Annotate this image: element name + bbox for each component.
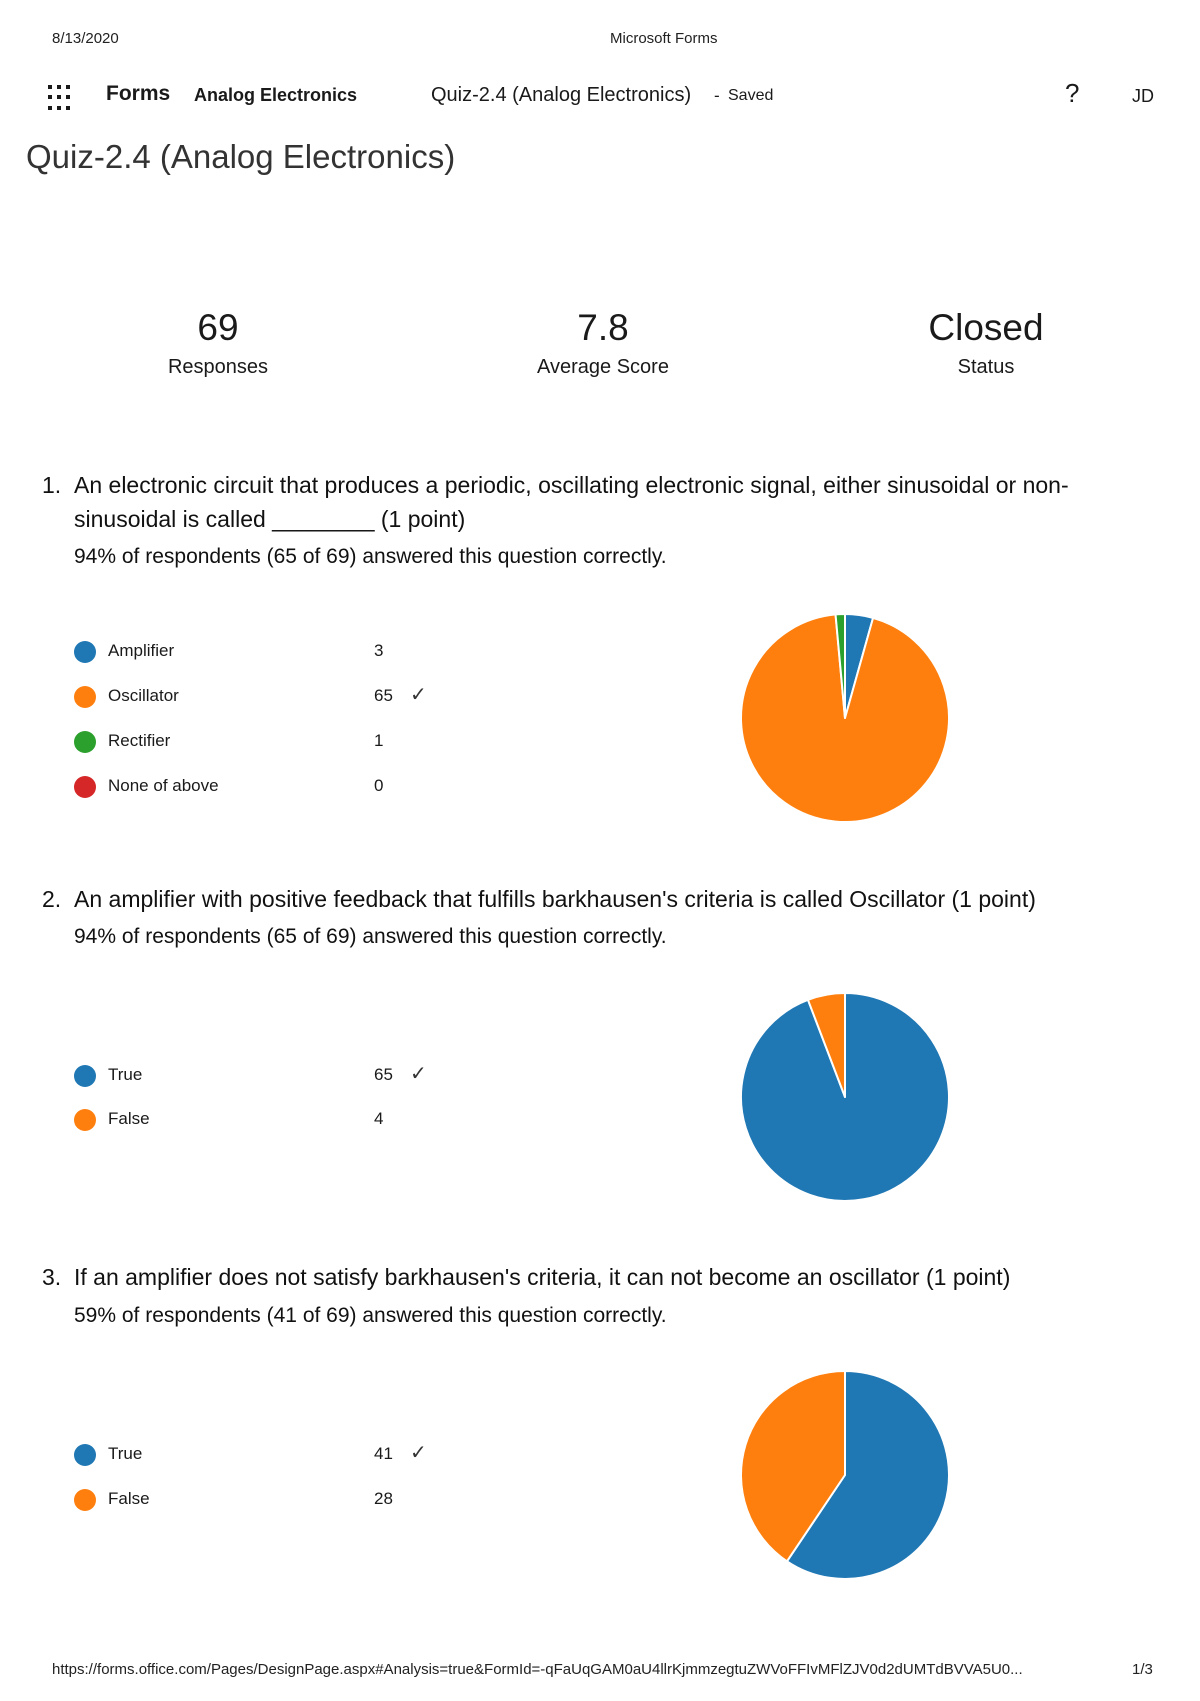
legend-color-dot: [74, 1065, 96, 1087]
correct-check-icon: ✓: [410, 684, 427, 706]
option-label: Amplifier: [108, 641, 175, 660]
option-label: Rectifier: [108, 731, 171, 750]
page-title: Quiz-2.4 (Analog Electronics): [26, 138, 456, 175]
stat-label: Average Score: [537, 356, 669, 378]
stat-average-score: [473, 306, 733, 379]
question-text: An amplifier with positive feedback that fulfills barkhausen's criteria is called Oscillator (1 point): [74, 886, 1036, 912]
question-text: If an amplifier does not satisfy barkhausen's criteria, it can not become an oscillator (1 point): [74, 1264, 1011, 1290]
top-bar: [0, 72, 1200, 122]
app-launcher-icon[interactable]: [48, 85, 74, 111]
legend-item: [74, 1442, 454, 1468]
option-count: 0: [374, 776, 384, 795]
stat-value: 69: [197, 307, 239, 348]
question-text: An electronic circuit that produces a periodic, oscillating electronic signal, either sinusoidal or non-sinusoidal is called ________ (1 point): [74, 472, 1069, 532]
legend-item: [74, 774, 454, 800]
legend-color-dot: [74, 1489, 96, 1511]
stat-label: Status: [957, 356, 1015, 378]
pie-chart-q2: [739, 991, 951, 1203]
option-label: False: [108, 1489, 150, 1508]
option-label: True: [108, 1065, 143, 1084]
question-1-title: [42, 468, 1162, 536]
legend-item: [74, 1063, 454, 1089]
stat-responses: [88, 306, 348, 379]
save-status: Saved: [728, 87, 774, 104]
option-label: True: [108, 1444, 143, 1463]
question-2-title: [42, 882, 1162, 916]
option-count: 41: [374, 1444, 393, 1463]
option-count: 65: [374, 686, 393, 705]
user-avatar[interactable]: JD: [1132, 86, 1154, 106]
legend-item: [74, 684, 454, 710]
option-count: 28: [374, 1489, 393, 1508]
option-count: 1: [374, 731, 384, 750]
question-2-summary: 94% of respondents (65 of 69) answered this question correctly.: [74, 925, 667, 948]
legend-item: [74, 639, 454, 665]
legend-color-dot: [74, 686, 96, 708]
question-number: 3.: [42, 1264, 62, 1290]
legend-color-dot: [74, 1109, 96, 1131]
option-count: 4: [374, 1109, 384, 1128]
legend-item: [74, 1107, 454, 1133]
help-icon[interactable]: ?: [1065, 78, 1080, 108]
legend-color-dot: [74, 1444, 96, 1466]
stat-value: 7.8: [577, 307, 629, 348]
pie-chart-q3: [739, 1369, 951, 1581]
question-number: 2.: [42, 886, 62, 912]
legend-color-dot: [74, 641, 96, 663]
correct-check-icon: ✓: [410, 1063, 427, 1085]
option-count: 3: [374, 641, 384, 660]
question-3-summary: 59% of respondents (41 of 69) answered this question correctly.: [74, 1304, 667, 1327]
legend-item: [74, 729, 454, 755]
correct-check-icon: ✓: [410, 1442, 427, 1464]
option-label: False: [108, 1109, 150, 1128]
option-count: 65: [374, 1065, 393, 1084]
print-date: 8/13/2020: [52, 30, 119, 47]
option-label: None of above: [108, 776, 219, 795]
print-title: Microsoft Forms: [610, 30, 718, 47]
footer-url: https://forms.office.com/Pages/DesignPage.aspx#Analysis=true&FormId=-qFaUqGAM0aU4llrKjmmzegtuZWVoFFIvMFlZJV0d2dUMTdBVVA5U0...: [52, 1661, 1023, 1678]
question-3-title: [42, 1260, 1162, 1294]
stat-status: [856, 306, 1116, 379]
stat-label: Responses: [167, 356, 269, 378]
document-title[interactable]: Quiz-2.4 (Analog Electronics): [431, 84, 692, 106]
legend-color-dot: [74, 731, 96, 753]
stat-value: Closed: [928, 307, 1044, 348]
legend-color-dot: [74, 776, 96, 798]
question-1-summary: 94% of respondents (65 of 69) answered this question correctly.: [74, 545, 667, 568]
question-number: 1.: [42, 472, 62, 498]
legend-item: [74, 1487, 454, 1513]
app-name[interactable]: Forms: [106, 82, 171, 105]
pie-chart-q1: [739, 612, 951, 824]
group-name-link[interactable]: Analog Electronics: [194, 85, 358, 105]
footer-page-number: 1/3: [1132, 1661, 1153, 1678]
title-separator: -: [714, 86, 720, 105]
option-label: Oscillator: [108, 686, 179, 705]
